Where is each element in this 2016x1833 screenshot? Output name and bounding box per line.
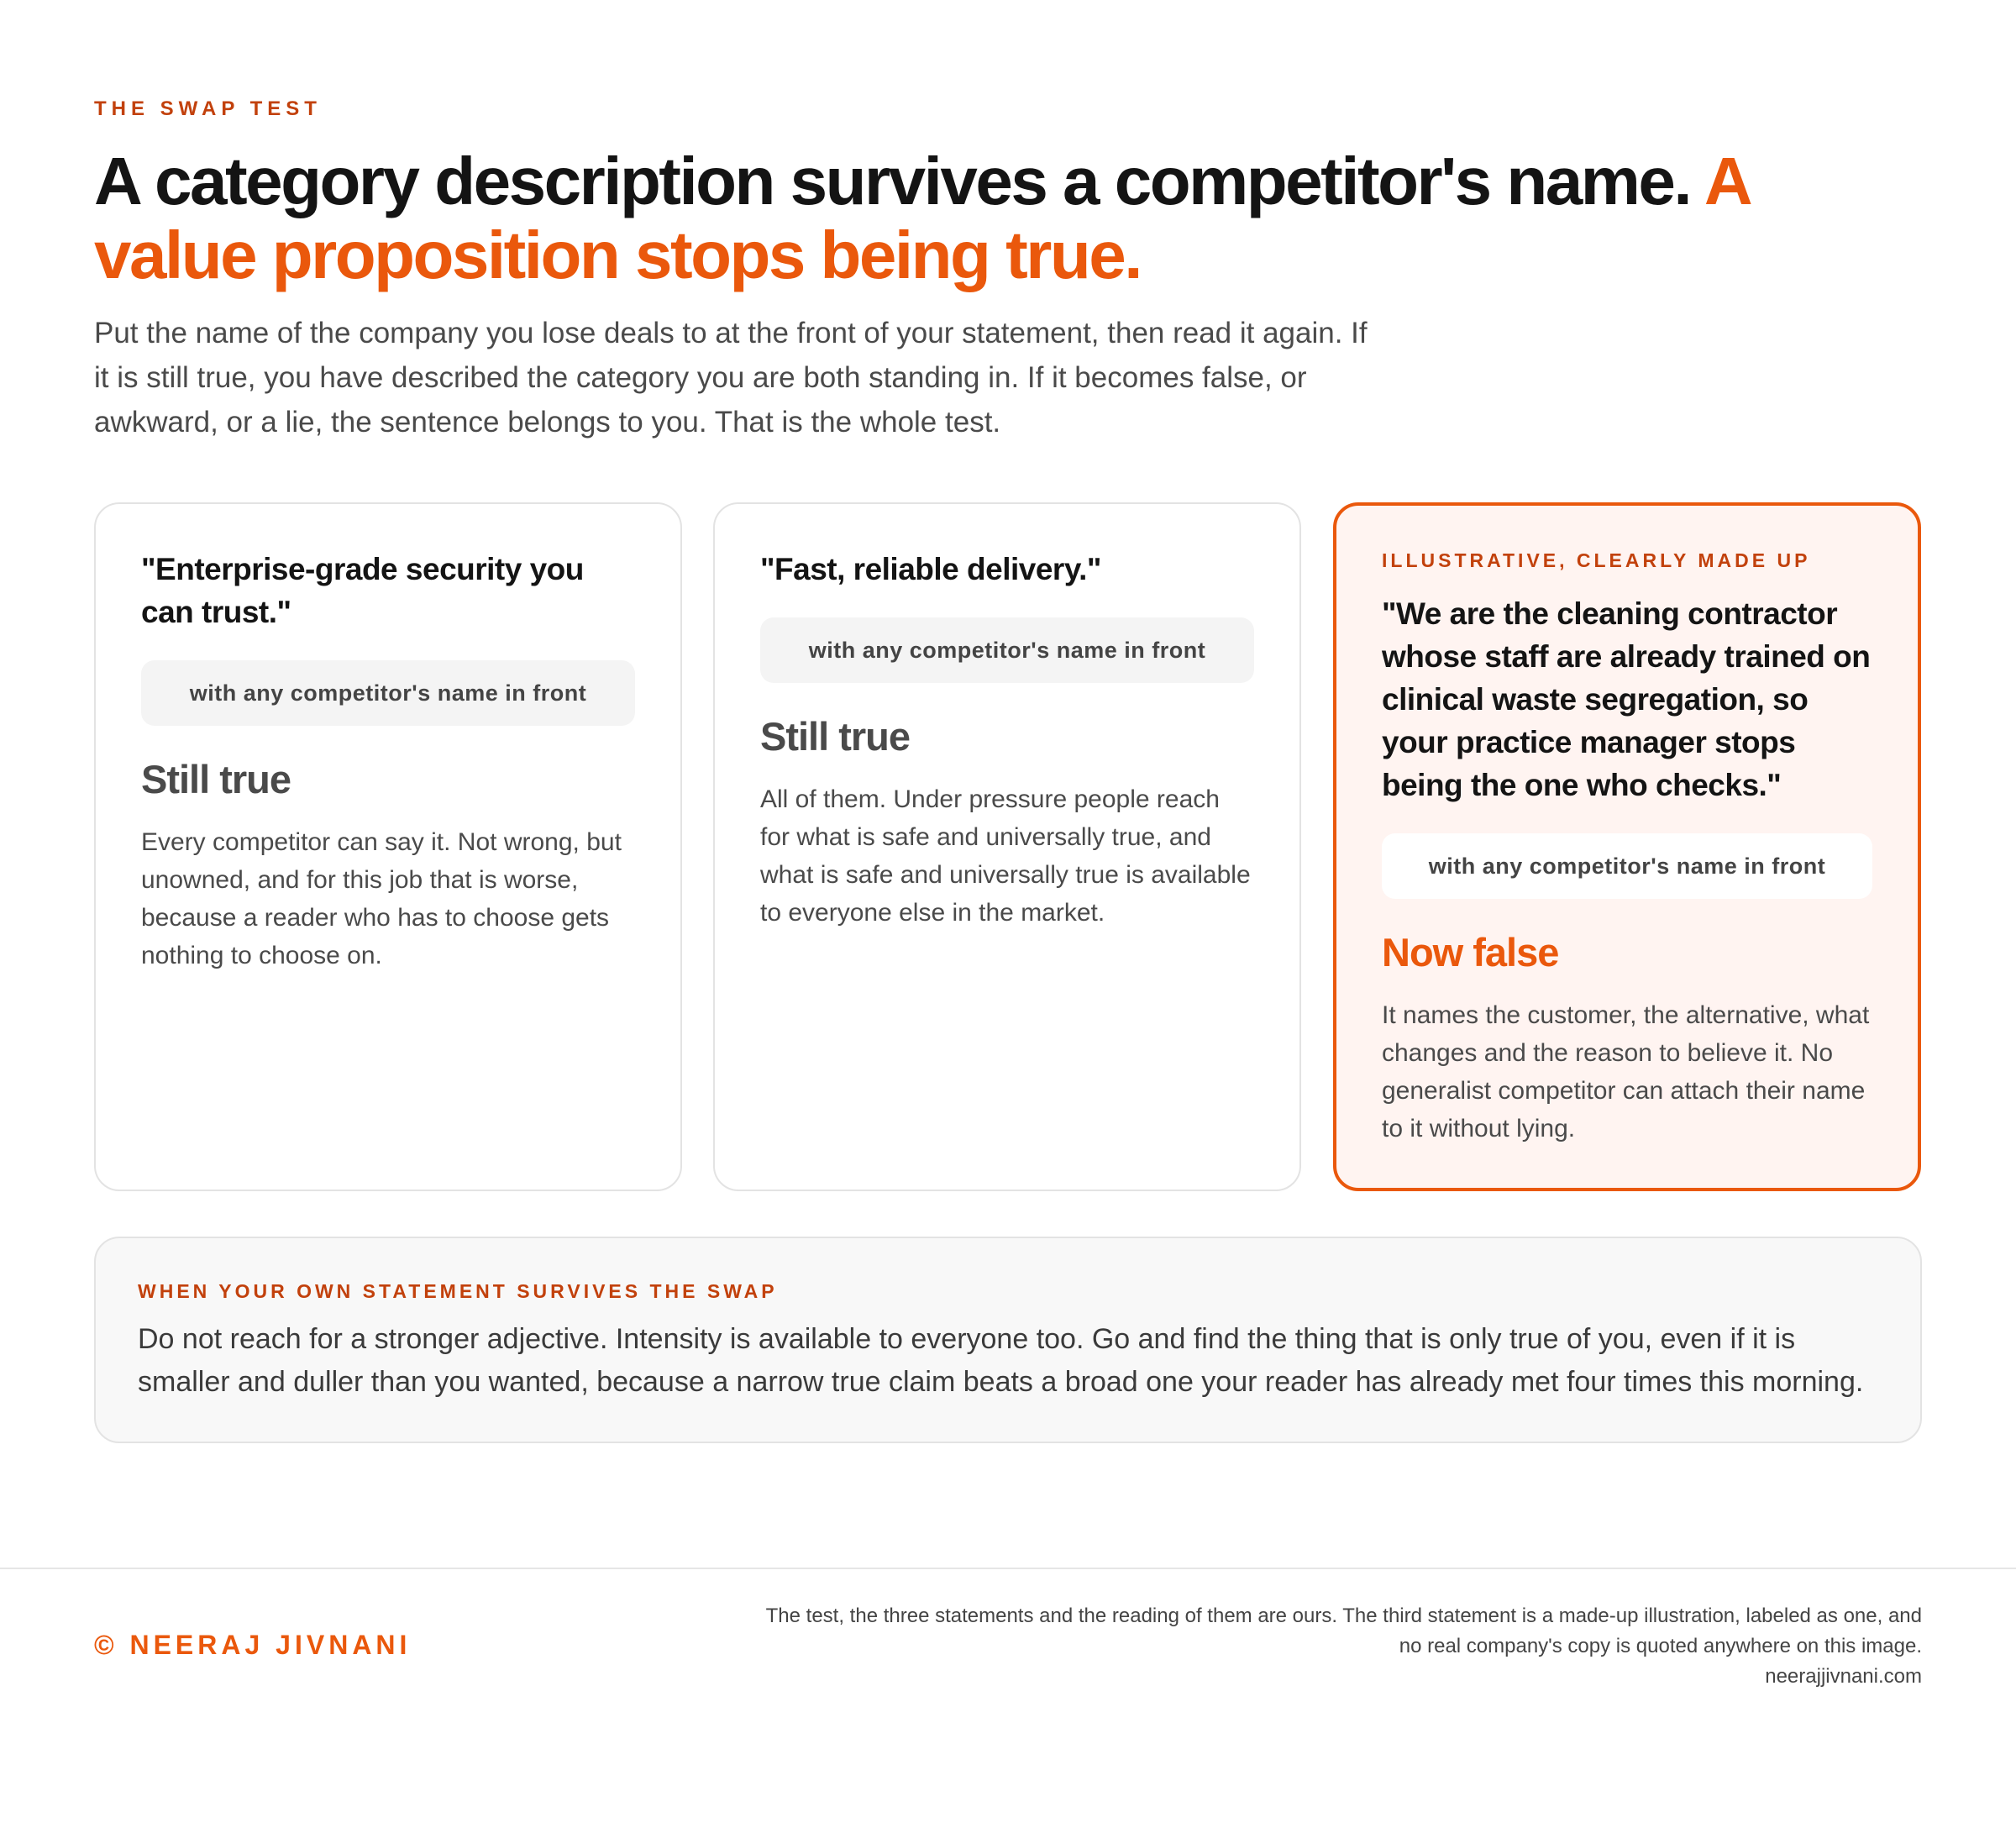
swap-condition-pill: with any competitor's name in front (141, 660, 635, 726)
card-explanation: Every competitor can say it. Not wrong, but unowned, and for this job that is worse, because a reader who has to choose gets nothing to choose on. (141, 828, 622, 969)
advice-panel (94, 1237, 1922, 1443)
card-verdict: Still true (141, 757, 291, 801)
lede-paragraph: Put the name of the company you lose deals to at the front of your statement, then read it again. If it is still true, you have described the category you are both standing in. If it becomes false, or awkward, or a lie, the sentence belongs to you. That is the whole test. (94, 317, 1368, 439)
card-quote: "We are the cleaning contractor whose staff are already trained on clinical waste segregation, so your practice manager stops being the one who checks." (1382, 596, 1871, 802)
card-explanation: All of them. Under pressure people reach for what is safe and universally true, and what is safe and universally true is available to everyone else in the market. (760, 785, 1251, 927)
eyebrow-label: THE SWAP TEST (94, 97, 322, 120)
website-link[interactable]: neerajjivnani.com (1765, 1665, 1922, 1688)
card-verdict: Still true (760, 714, 911, 759)
brand-copyright: © NEERAJ JIVNANI (94, 1630, 412, 1660)
advice-body: Do not reach for a stronger adjective. Intensity is available to everyone too. Go and find the thing that is only true of you, even if it is smaller and duller than you wanted, because a narrow true claim beats a broad one your reader has already met four times this morning. (138, 1323, 1864, 1398)
footer-divider (0, 1568, 2016, 1569)
swap-condition-pill: with any competitor's name in front (760, 617, 1254, 683)
illustrative-tag: ILLUSTRATIVE, CLEARLY MADE UP (1382, 549, 1811, 571)
statement-card-enterprise (94, 502, 682, 1191)
card-explanation: It names the customer, the alternative, what changes and the reason to believe it. No generalist competitor can attach their name to it without lying. (1382, 1001, 1870, 1142)
card-verdict: Now false (1382, 930, 1559, 974)
headline-main: A category description survives a competitor's name. (94, 144, 1691, 218)
headline (94, 144, 1875, 292)
footer-credit: The test, the three statements and the reading of them are ours. The third statement is a made-up illustration, labeled as one, and no real company's copy is quoted anywhere on this image. (765, 1605, 1922, 1657)
headline-accent: A value proposition stops being true. (94, 144, 1749, 292)
card-quote: "Enterprise-grade security you can trust." (141, 552, 584, 629)
swap-condition-pill: with any competitor's name in front (1382, 833, 1872, 899)
statement-card-cleaning-contractor (1333, 502, 1921, 1191)
card-quote: "Fast, reliable delivery." (760, 552, 1101, 586)
advice-tag: WHEN YOUR OWN STATEMENT SURVIVES THE SWAP (138, 1280, 778, 1302)
statement-card-delivery (713, 502, 1301, 1191)
